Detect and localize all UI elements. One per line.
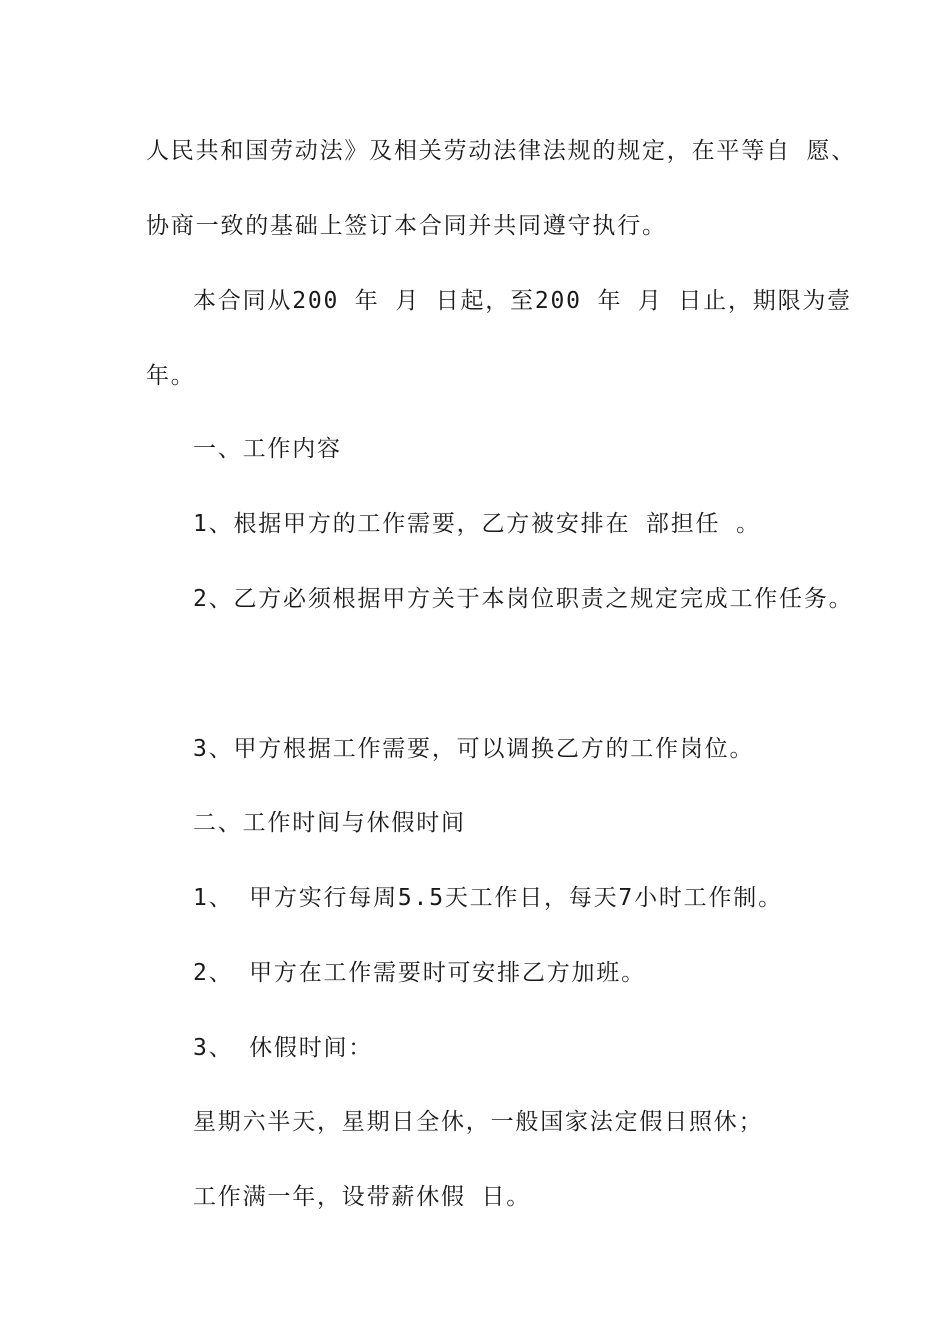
paragraph-line: 工作满一年，设带薪休假 日。 (193, 1184, 532, 1210)
list-item: 3、甲方根据工作需要，可以调换乙方的工作岗位。 (193, 736, 755, 762)
list-item: 2、乙方必须根据甲方关于本岗位职责之规定完成工作任务。 (193, 586, 854, 612)
paragraph-line: 本合同从200 年 月 日起，至200 年 月 日止，期限为壹 (193, 288, 852, 314)
paragraph-line: 人民共和国劳动法》及相关劳动法律法规的规定，在平等自 愿、 (146, 138, 857, 164)
section-heading: 二、工作时间与休假时间 (193, 810, 466, 836)
section-heading: 一、工作内容 (193, 436, 342, 462)
list-item: 2、 甲方在工作需要时可安排乙方加班。 (193, 960, 646, 986)
list-item: 3、 休假时间： (193, 1035, 374, 1061)
list-item: 1、 甲方实行每周5.5天工作日，每天7小时工作制。 (193, 885, 783, 911)
list-item: 1、根据甲方的工作需要，乙方被安排在 部担任 。 (193, 511, 761, 537)
paragraph-line: 协商一致的基础上签订本合同并共同遵守执行。 (146, 213, 667, 239)
paragraph-line: 年。 (146, 363, 196, 389)
paragraph-line: 星期六半天，星期日全休，一般国家法定假日照休； (193, 1109, 764, 1135)
